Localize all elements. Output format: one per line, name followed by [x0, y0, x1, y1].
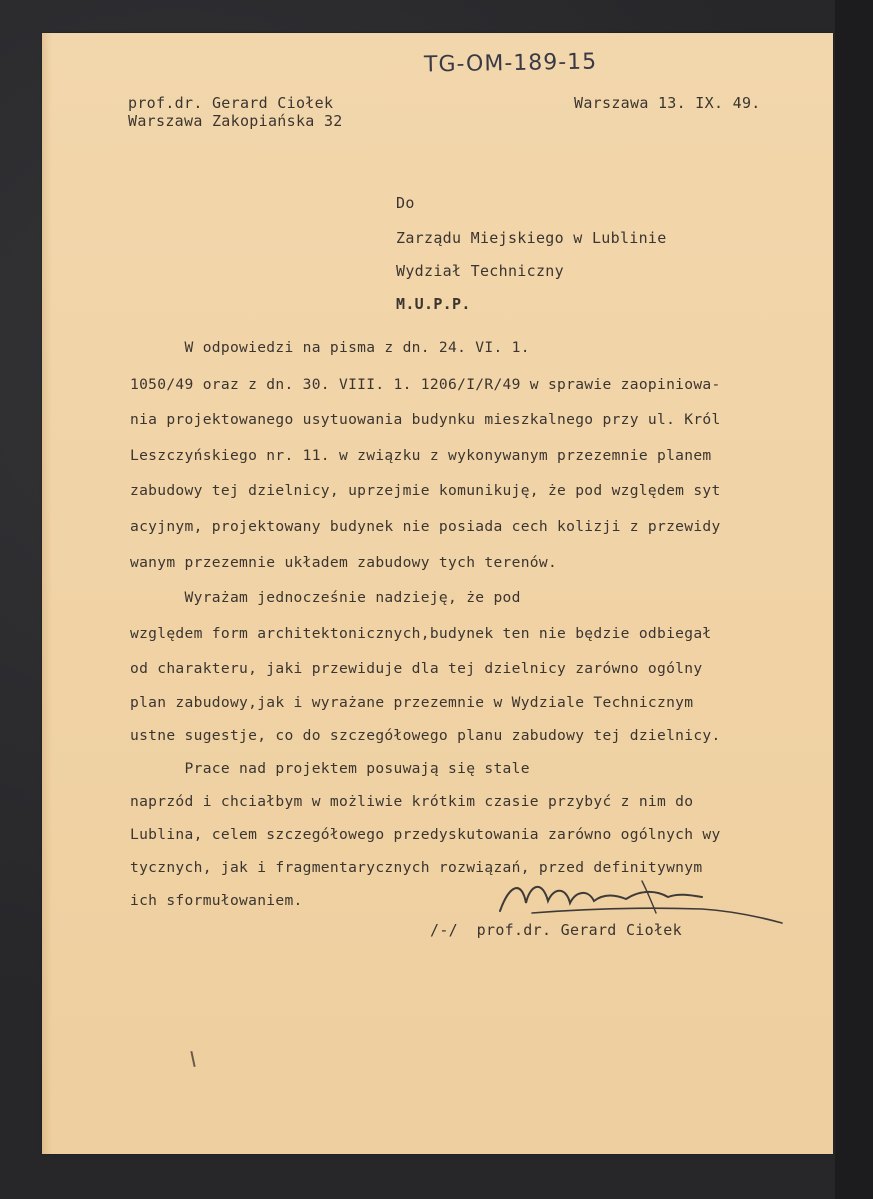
body-line: Leszczyńskiego nr. 11. w związku z wykonywanym przezemnie planem: [130, 447, 712, 464]
recipient-line-2: Wydział Techniczny: [396, 262, 564, 280]
body-line: naprzód i chciałbym w możliwie krótkim czasie przybyć z nim do: [130, 793, 694, 810]
body-line: ustne sugestje, co do szczegółowego planu zabudowy tej dzielnicy.: [130, 727, 721, 744]
body-line: nia projektowanego usytuowania budynku mieszkalnego przy ul. Król: [130, 411, 721, 428]
body-line: wanym przezemnie układem zabudowy tych terenów.: [130, 554, 558, 571]
body-line: od charakteru, jaki przewiduje dla tej dzielnicy zarówno ogólny: [130, 660, 703, 677]
recipient-line-1: Zarządu Miejskiego w Lublinie: [396, 229, 667, 247]
body-line: zabudowy tej dzielnicy, uprzejmie komunikuję, że pod względem syt: [130, 482, 721, 499]
body-line: tycznych, jak i fragmentarycznych rozwiązań, przed definitywnym: [130, 859, 703, 876]
body-line: ich sformułowaniem.: [130, 892, 303, 909]
pencil-mark: [190, 1051, 195, 1067]
body-line: acyjnym, projektowany budynek nie posiada cech kolizji z przewidy: [130, 518, 721, 535]
body-line: względem form architektonicznych,budynek ten nie będzie odbiegał: [130, 625, 712, 642]
body-line: Prace nad projektem posuwają się stale: [130, 760, 530, 777]
sender-name: prof.dr. Gerard Ciołek: [128, 94, 334, 112]
typed-signature: /-/ prof.dr. Gerard Ciołek: [430, 921, 682, 939]
body-line: plan zabudowy,jak i wyrażane przezemnie w Wydziale Technicznym: [130, 694, 694, 711]
sender-address: Warszawa Zakopiańska 32: [128, 112, 343, 130]
body-line: Lublina, celem szczegółowego przedyskutowania zarówno ogólnych wy: [130, 826, 721, 843]
body-line: 1050/49 oraz z dn. 30. VIII. 1. 1206/I/R/49 w sprawie zaopiniowa-: [130, 376, 721, 393]
body-line: W odpowiedzi na pisma z dn. 24. VI. 1.: [130, 339, 530, 356]
place-date: Warszawa 13. IX. 49.: [574, 94, 761, 112]
body-line: Wyrażam jednocześnie nadzieję, że pod: [130, 589, 521, 606]
reference-code: TG-OM-189-15: [423, 49, 598, 78]
recipient-to: Do: [396, 194, 415, 212]
recipient-line-3: M.U.P.P.: [396, 295, 471, 313]
scan-edge-strip: [835, 0, 873, 1199]
letter-page: [42, 33, 833, 1154]
